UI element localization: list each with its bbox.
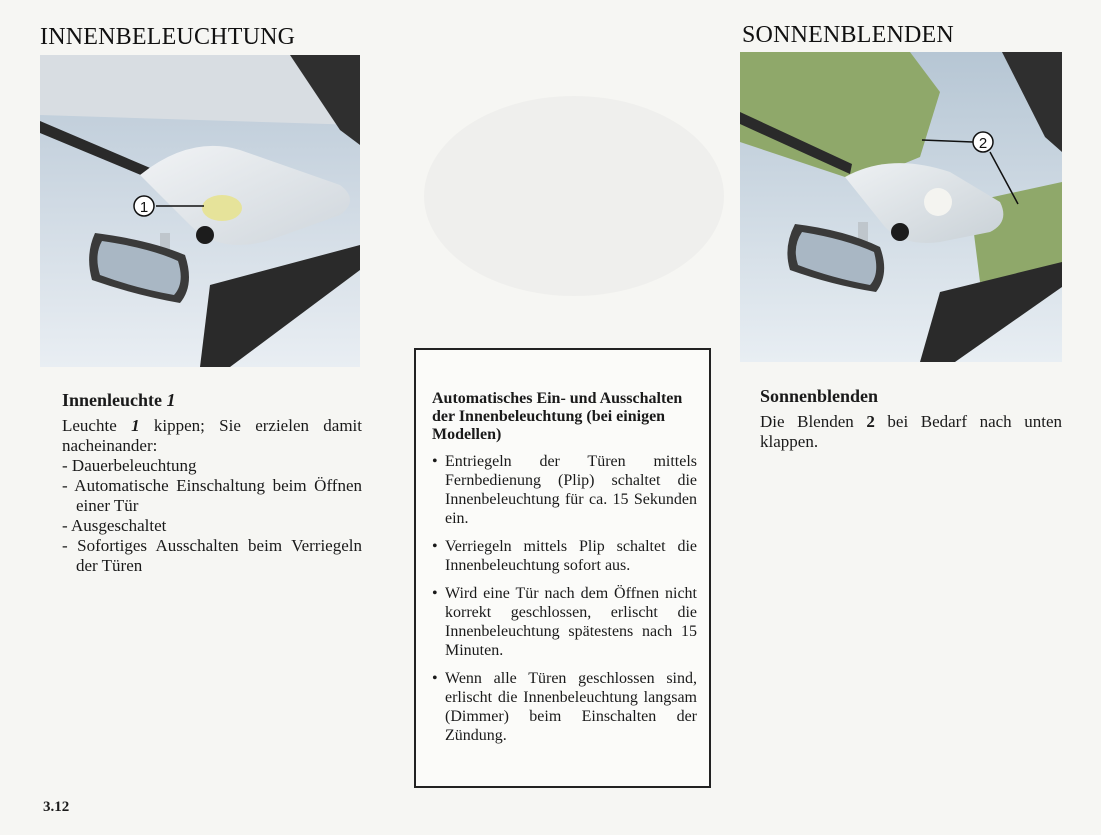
box-item-text: Entriegeln der Türen mittels Fernbedienung (Plip) schaltet die Innenbeleuchtung für ca. 15 Sekunden ein. bbox=[445, 453, 697, 527]
page-heading-sonnenblenden: SONNENBLENDEN bbox=[742, 22, 954, 48]
sonnenblenden-section bbox=[760, 386, 1062, 452]
box-item-text: Verriegeln mittels Plip schaltet die Innenbeleuchtung sofort aus. bbox=[445, 538, 697, 574]
innenleuchte-number: 1 bbox=[166, 390, 176, 410]
sun-visor-photo bbox=[740, 52, 1062, 362]
visor-text-b: bei Bedarf nach unten klappen. bbox=[760, 412, 1062, 451]
list-item: - Dauerbeleuchtung bbox=[62, 456, 197, 475]
automatic-lighting-box bbox=[414, 348, 711, 788]
interior-lamp bbox=[202, 195, 242, 221]
bullet-icon: • bbox=[432, 538, 438, 555]
innenleuchte-intro bbox=[62, 416, 362, 456]
box-list bbox=[432, 452, 697, 745]
box-item-text: Wird eine Tür nach dem Öffnen nicht korrekt geschlossen, erlischt die Innenbeleuchtung spätestens nach 15 Minuten. bbox=[445, 585, 697, 659]
box-title: Automatisches Ein- und Ausschalten der Innenbeleuchtung (bei einigen Modellen) bbox=[432, 390, 683, 443]
list-item: - Sofortiges Ausschalten beim Verriegeln der Türen bbox=[62, 536, 362, 575]
callout-1: 1 bbox=[139, 199, 149, 216]
intro-number: 1 bbox=[131, 416, 140, 435]
innenleuchte-section bbox=[62, 390, 362, 576]
box-item-text: Wenn alle Türen geschlossen sind, erlischt die Innenbeleuchtung langsam (Dimmer) beim Einschalten der Zündung. bbox=[445, 670, 697, 744]
bullet-icon: • bbox=[432, 585, 438, 602]
visor-number: 2 bbox=[866, 412, 875, 431]
callout-2: 2 bbox=[978, 135, 988, 152]
bleed-through-shape bbox=[424, 96, 724, 296]
box-list-item bbox=[432, 452, 697, 528]
innenleuchte-title: Innenleuchte bbox=[62, 390, 163, 410]
visor-text-a: Die Blenden bbox=[760, 412, 867, 431]
page-heading-innenbeleuchtung: INNENBELEUCHTUNG bbox=[40, 24, 296, 50]
box-list-item bbox=[432, 537, 697, 575]
interior-light-photo bbox=[40, 55, 360, 367]
sonnenblenden-text bbox=[760, 412, 1062, 452]
sonnenblenden-heading: Sonnenblenden bbox=[760, 386, 879, 406]
page-number: 3.12 bbox=[43, 799, 70, 815]
bullet-icon: • bbox=[432, 453, 438, 470]
box-list-item bbox=[432, 584, 697, 660]
intro-text-a: Leuchte bbox=[62, 416, 132, 435]
bullet-icon: • bbox=[432, 670, 438, 687]
sun-visor-illustration bbox=[740, 52, 1062, 362]
list-item: - Ausgeschaltet bbox=[62, 516, 167, 535]
intro-text-b: kippen; Sie erzielen damit nacheinander: bbox=[62, 416, 363, 455]
box-list-item bbox=[432, 669, 697, 745]
light-modes-list bbox=[62, 456, 362, 576]
list-item: - Automatische Einschaltung beim Öffnen einer Tür bbox=[62, 476, 362, 515]
innenleuchte-heading bbox=[62, 390, 362, 410]
interior-light-illustration bbox=[40, 55, 360, 367]
